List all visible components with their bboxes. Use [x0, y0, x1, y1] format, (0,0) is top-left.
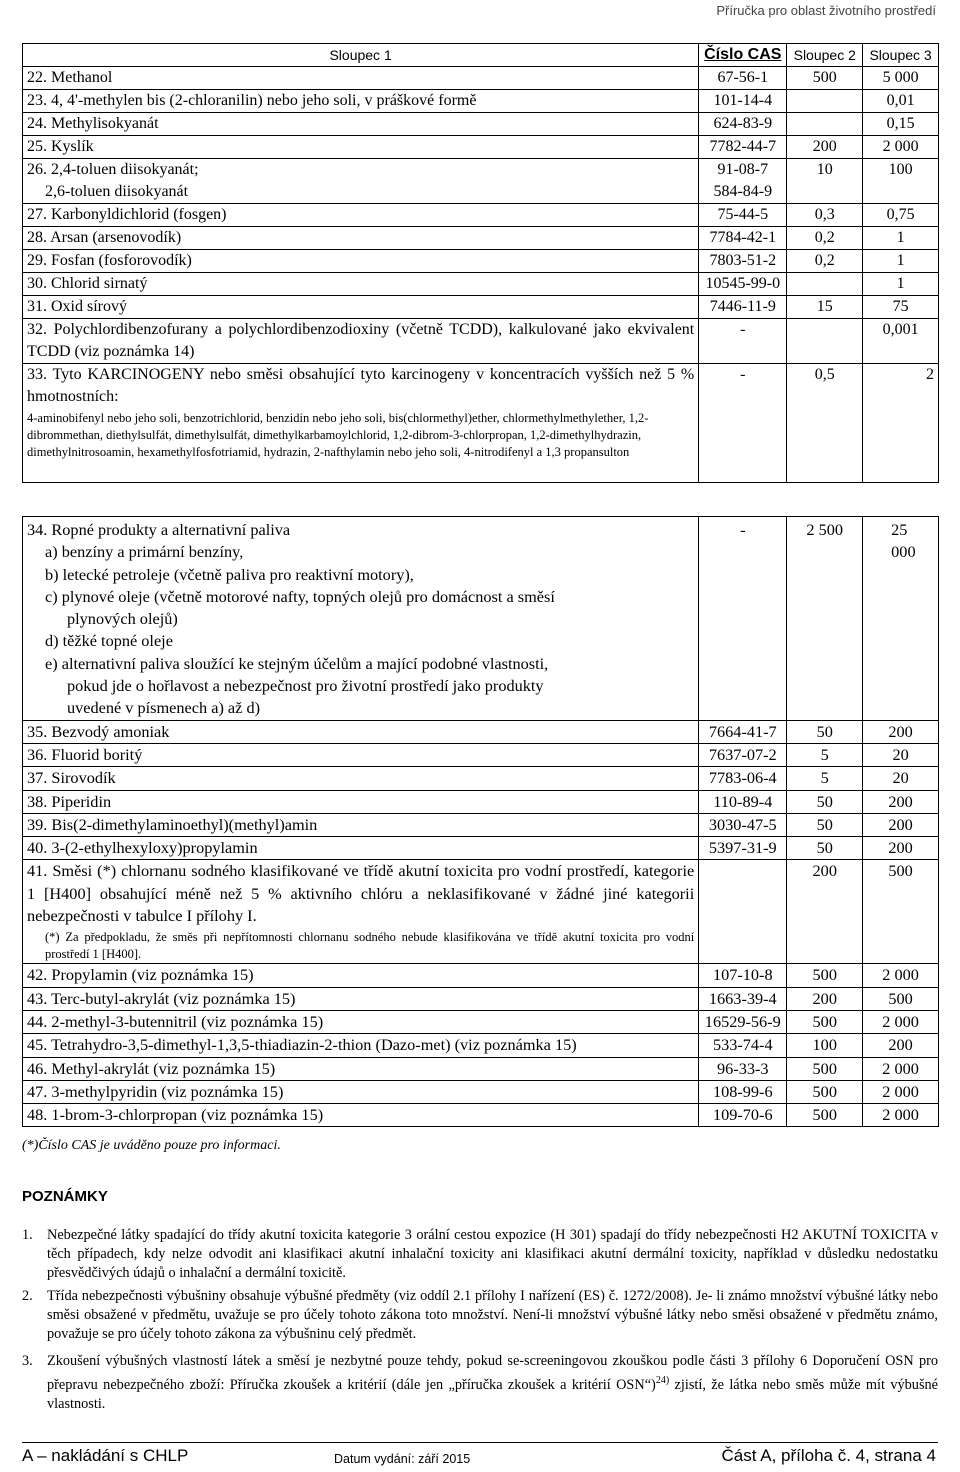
substance-name: 48. 1-brom-3-chlorpropan (viz poznámka 15) [23, 1104, 699, 1127]
list-item: e) alternativní paliva sloužící ke stejným účelům a mající podobné vlastnosti, [45, 653, 549, 673]
cas-number: 7784-42-1 [699, 227, 787, 250]
col3-value: 200 [863, 1034, 939, 1057]
col3-value: 0,001 [863, 319, 939, 364]
cas-number [699, 860, 787, 964]
cas-number: 7782-44-7 [699, 136, 787, 159]
cas-number: 96-33-3 [699, 1057, 787, 1080]
list-item: c) plynové oleje (včetně motorové nafty, topných olejů pro domácnost a směsí [45, 586, 555, 606]
table-row [23, 273, 939, 296]
col3-value: 25 000 [863, 517, 939, 721]
cas-number: 7446-11-9 [699, 296, 787, 319]
cas-number: 624-83-9 [699, 113, 787, 136]
list-item: d) těžké topné oleje [45, 631, 173, 651]
col2-value: 5 [787, 743, 863, 766]
col3-value: 2 000 [863, 136, 939, 159]
col3-value: 1 [863, 227, 939, 250]
cas-number: 5397-31-9 [699, 837, 787, 860]
note-text-part: zjistí, že látka nebo směs může mít výbušné vlastnosti. [47, 1376, 938, 1412]
col2-value: 200 [787, 987, 863, 1010]
col-header: Sloupec 3 [863, 44, 939, 67]
substance-name: 22. Methanol [23, 67, 699, 90]
substance-name-line: 26. 2,4-toluen diisokyanát; [27, 161, 199, 178]
col2-value: 0,2 [787, 227, 863, 250]
col2-value: 500 [787, 1057, 863, 1080]
substance-name: 25. Kyslík [23, 136, 699, 159]
col2-value: 50 [787, 720, 863, 743]
col2-value: 2 500 [787, 517, 863, 721]
col-header: Sloupec 1 [23, 44, 699, 67]
footer-date: Datum vydání: září 2015 [334, 1452, 471, 1466]
col3-value: 100 [863, 159, 939, 204]
substance-name: 46. Methyl-akrylát (viz poznámka 15) [23, 1057, 699, 1080]
col3-value: 2 000 [863, 1080, 939, 1103]
col3-value: 200 [863, 790, 939, 813]
cas-number: 533-74-4 [699, 1034, 787, 1057]
substance-name: 47. 3-methylpyridin (viz poznámka 15) [23, 1080, 699, 1103]
col3-value: 200 [863, 837, 939, 860]
table-row [23, 1010, 939, 1033]
substance-name: 45. Tetrahydro-3,5-dimethyl-1,3,5-thiadiazin-2-thion (Dazo-met) (viz poznámka 15) [23, 1034, 699, 1057]
running-header: Příručka pro oblast životního prostředí [716, 3, 936, 18]
substance-name: 38. Piperidin [23, 790, 699, 813]
cas-number: 1663-39-4 [699, 987, 787, 1010]
table-row [23, 204, 939, 227]
col-header: Sloupec 2 [787, 44, 863, 67]
table-row [23, 296, 939, 319]
substance-name-line: 2,6-toluen diisokyanát [45, 183, 189, 200]
substance-name: 42. Propylamin (viz poznámka 15) [23, 964, 699, 987]
col2-value: 50 [787, 813, 863, 836]
table-row [23, 1104, 939, 1127]
row41-note: (*) Za předpokladu, že směs při nepřítomnosti chlornanu sodného nebude klasifikována ve třídě akutní toxicita pro vodní prostředí 1 [H400]. [45, 930, 695, 962]
substance-name: 43. Terc-butyl-akrylát (viz poznámka 15) [23, 987, 699, 1010]
substance-name [23, 159, 699, 204]
col3-value: 200 [863, 813, 939, 836]
col2-value: 0,5 [787, 364, 863, 483]
table-row [23, 743, 939, 766]
note-item [22, 1226, 938, 1283]
table-row [23, 113, 939, 136]
cas-number [699, 159, 787, 204]
substances-table-2 [22, 516, 939, 1127]
col3-value: 20 [863, 767, 939, 790]
cas-number: 107-10-8 [699, 964, 787, 987]
note-text: Nebezpečné látky spadající do třídy akutní toxicita kategorie 3 orální cestou expozice (H 301) spadají do třídy nebezpečnosti H2 AKUTNÍ TOXICITA v těch případech, kdy nelze odvodit ani klasifikaci akutní inhalační toxicity ani klasifikaci akutní dermální toxicity, například v důsledku nedostatku přesvědčivých údajů o inhalační a dermální toxicitě. [47, 1227, 938, 1281]
cas-number: 109-70-6 [699, 1104, 787, 1127]
table-row [23, 720, 939, 743]
table-row [23, 837, 939, 860]
col2-value: 50 [787, 790, 863, 813]
footer-page: Část A, příloha č. 4, strana 4 [721, 1446, 936, 1465]
substance-name: 29. Fosfan (fosforovodík) [23, 250, 699, 273]
cas-number: 16529-56-9 [699, 1010, 787, 1033]
cas-line: 584-84-9 [713, 183, 773, 200]
col3-value: 500 [863, 860, 939, 964]
cas-footnote: (*)Číslo CAS je uváděno pouze pro informaci. [22, 1138, 281, 1153]
cas-number: 7803-51-2 [699, 250, 787, 273]
note-item [22, 1287, 938, 1344]
col2-value: 10 [787, 159, 863, 204]
cas-number: 101-14-4 [699, 90, 787, 113]
col2-value [787, 90, 863, 113]
col2-value: 200 [787, 136, 863, 159]
col3-value: 5 000 [863, 67, 939, 90]
cas-number: - [699, 364, 787, 483]
col2-value: 5 [787, 767, 863, 790]
substance-name: 30. Chlorid sirnatý [23, 273, 699, 296]
col3-value: 0,01 [863, 90, 939, 113]
table-row [23, 227, 939, 250]
col3-value: 2 000 [863, 964, 939, 987]
col3-value: 2 [863, 364, 939, 483]
col2-value: 50 [787, 837, 863, 860]
table-row [23, 90, 939, 113]
note-item [22, 1352, 938, 1414]
substance-name: 31. Oxid sírový [23, 296, 699, 319]
cas-number: 3030-47-5 [699, 813, 787, 836]
cas-number: 7664-41-7 [699, 720, 787, 743]
list-item: uvedené v písmenech a) až d) [67, 698, 261, 718]
col2-value [787, 319, 863, 364]
cas-number: 110-89-4 [699, 790, 787, 813]
substance-name [23, 517, 699, 721]
substance-name: 36. Fluorid boritý [23, 743, 699, 766]
col2-value: 500 [787, 1104, 863, 1127]
substance-name: 35. Bezvodý amoniak [23, 720, 699, 743]
table-row [23, 67, 939, 90]
cas-number: 7783-06-4 [699, 767, 787, 790]
substances-table-1 [22, 43, 939, 483]
table-row [23, 1080, 939, 1103]
cas-number: 7637-07-2 [699, 743, 787, 766]
substance-name: 23. 4, 4'-methylen bis (2-chloranilin) nebo jeho soli, v práškové formě [23, 90, 699, 113]
cas-line: 91-08-7 [717, 161, 769, 178]
cas-number: 108-99-6 [699, 1080, 787, 1103]
table-row [23, 767, 939, 790]
notes-heading: POZNÁMKY [22, 1188, 108, 1205]
col3-value: 200 [863, 720, 939, 743]
note-number: 3. [22, 1353, 33, 1369]
list-item: plynových olejů) [67, 609, 178, 629]
table-row [23, 964, 939, 987]
col2-value: 100 [787, 1034, 863, 1057]
note-number: 1. [22, 1227, 33, 1243]
col3-value: 500 [863, 987, 939, 1010]
col3-value: 2 000 [863, 1057, 939, 1080]
footer-divider [22, 1442, 938, 1443]
col2-value: 500 [787, 1080, 863, 1103]
substance-name: 27. Karbonyldichlorid (fosgen) [23, 204, 699, 227]
table-row [23, 860, 939, 964]
cas-number: - [699, 319, 787, 364]
col2-value: 500 [787, 1010, 863, 1033]
col2-value: 0,3 [787, 204, 863, 227]
col3-value: 75 [863, 296, 939, 319]
note-superscript: 24) [655, 1375, 670, 1386]
carcinogens-list: 4-aminobifenyl nebo jeho soli, benzotrichlorid, benzidin nebo jeho soli, bis(chlormethyl)ether, chlormethylmethylether, 1,2-dibrommethan, diethylsulfát, dimethylsulfát, dimethylkarbamoylchlorid, 1,2-dibrom-3-chlorpropan, 1,2-dimethylhydrazin, dimethylnitrosoamin, hexamethylfosfotriamid, hydrazin, 2-nafthylamin nebo jeho soli, 4-nitrodifenyl a 1,3 propansulton [27, 411, 649, 459]
substance-name: 40. 3-(2-ethylhexyloxy)propylamin [23, 837, 699, 860]
table-row [23, 364, 939, 483]
list-item: pokud jde o hořlavost a nebezpečnost pro životní prostředí jako produkty [67, 676, 544, 696]
col3-value: 1 [863, 250, 939, 273]
table-row [23, 1057, 939, 1080]
cas-number: - [699, 517, 787, 721]
substance-name: 28. Arsan (arsenovodík) [23, 227, 699, 250]
substance-name [23, 364, 699, 483]
table-row [23, 790, 939, 813]
col3-value: 1 [863, 273, 939, 296]
cas-number: 10545-99-0 [699, 273, 787, 296]
note-text-part: Zkoušení výbušných vlastností látek a směsí je nezbytné pouze tehdy, pokud se-screeningovou zkouškou podle části 3 přílohy 6 Doporučení OSN pro přepravu nebezpečného zboží: Příručka zkoušek a kritérií (dále jen „příručka zkoušek a kritérií OSN“) [47, 1353, 938, 1393]
table-row [23, 1034, 939, 1057]
table-row [23, 813, 939, 836]
col3-value: 2 000 [863, 1104, 939, 1127]
col3-value: 0,15 [863, 113, 939, 136]
note-text: Třída nebezpečnosti výbušniny obsahuje výbušné předměty (viz oddíl 2.1 přílohy I nařízení (ES) č. 1272/2008). Je- li známo množství výbušné látky nebo směsi obsažené v předmětu, uvažuje se pro účely tohoto zákona toto množství. Není-li množství výbušné látky nebo směsi obsažené v předmětu známo, považuje se pro účely tohoto zákona za výbušninu celý předmět. [47, 1288, 938, 1342]
substance-name: 44. 2-methyl-3-butennitril (viz poznámka 15) [23, 1010, 699, 1033]
col2-value: 200 [787, 860, 863, 964]
substance-name [23, 860, 699, 964]
note-text [47, 1352, 938, 1414]
table-row [23, 517, 939, 721]
list-item: a) benzíny a primární benzíny, [45, 542, 244, 562]
col3-value: 2 000 [863, 1010, 939, 1033]
col2-value [787, 273, 863, 296]
col3-value: 20 [863, 743, 939, 766]
carcinogens-heading: 33. Tyto KARCINOGENY nebo směsi obsahující tyto karcinogeny v koncentracích vyšších než 5 % hmotnostních: [27, 366, 695, 405]
table-row [23, 250, 939, 273]
substance-name: 32. Polychlordibenzofurany a polychlordibenzodioxiny (včetně TCDD), kalkulované jako ekvivalent TCDD (viz poznámka 14) [23, 319, 699, 364]
table-row [23, 136, 939, 159]
substance-name: 24. Methylisokyanát [23, 113, 699, 136]
row41-text: 41. Směsi (*) chlornanu sodného klasifikované ve třídě akutní toxicita pro vodní prostředí, kategorie 1 [H400] obsahující méně než 5 % aktivního chlóru a neklasifikované v žádné jiné kategorii nebezpečnosti v tabulce I přílohy I. [27, 861, 695, 926]
list-item: b) letecké petroleje (včetně paliva pro reaktivní motory), [45, 564, 414, 584]
table-row [23, 987, 939, 1010]
cas-number: 67-56-1 [699, 67, 787, 90]
table-row [23, 159, 939, 204]
table-row [23, 319, 939, 364]
col2-value [787, 113, 863, 136]
col3-value: 0,75 [863, 204, 939, 227]
substance-name: 37. Sirovodík [23, 767, 699, 790]
col2-value: 500 [787, 964, 863, 987]
col2-value: 0,2 [787, 250, 863, 273]
note-number: 2. [22, 1288, 33, 1304]
col2-value: 500 [787, 67, 863, 90]
col-header-cas: Číslo CAS [699, 44, 787, 67]
table-header-row [23, 44, 939, 67]
col2-value: 15 [787, 296, 863, 319]
substance-name: 39. Bis(2-dimethylaminoethyl)(methyl)amin [23, 813, 699, 836]
cas-number: 75-44-5 [699, 204, 787, 227]
row34-title: 34. Ropné produkty a alternativní paliva [27, 520, 291, 539]
footer-left: A – nakládání s CHLP [22, 1446, 189, 1465]
